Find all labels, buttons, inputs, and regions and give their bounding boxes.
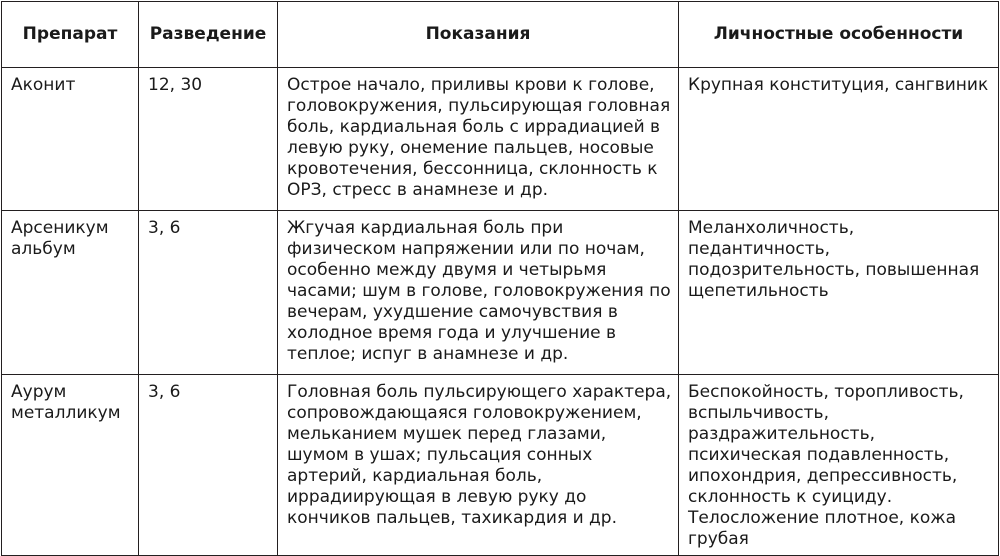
cell-indications: Головная боль пульсирующего характера, сопровождающаяся головокружением, мельканием мушек перед глазами, шумом в ушах; пульсация сонных артерий, кардиальная боль, иррадиирующая в левую руку до кончиков пальцев, тахикардия и др. [278, 375, 679, 556]
cell-drug: Аурум металликум [2, 375, 139, 556]
header-indications: Показания [278, 2, 679, 68]
table-row [2, 68, 999, 211]
table-row [2, 211, 999, 375]
homeopathy-table [1, 1, 999, 556]
cell-drug: Аконит [2, 68, 139, 211]
cell-personality: Меланхоличность, педантичность, подозрительность, повышенная щепетильность [679, 211, 999, 375]
cell-dilution: 12, 30 [139, 68, 278, 211]
cell-personality: Крупная конституция, сангвиник [679, 68, 999, 211]
table-row [2, 375, 999, 556]
cell-dilution: 3, 6 [139, 211, 278, 375]
header-drug: Препарат [2, 2, 139, 68]
cell-drug: Арсеникум альбум [2, 211, 139, 375]
cell-indications: Жгучая кардиальная боль при физическом напряжении или по ночам, особенно между двумя и четырьмя часами; шум в голове, головокружения по вечерам, ухудшение самочувствия в холодное время года и улучшение в теплое; испуг в анамнезе и др. [278, 211, 679, 375]
header-personality: Личностные особенности [679, 2, 999, 68]
cell-dilution: 3, 6 [139, 375, 278, 556]
header-row [2, 2, 999, 68]
header-dilution: Разведение [139, 2, 278, 68]
cell-indications: Острое начало, приливы крови к голове, головокружения, пульсирующая головная боль, кардиальная боль с иррадиацией в левую руку, онемение пальцев, носовые кровотечения, бессонница, склонность к ОРЗ, стресс в анамнезе и др. [278, 68, 679, 211]
cell-personality: Беспокойность, торопливость, вспыльчивость, раздражительность, психическая подавленность, ипохондрия, депрессивность, склонность к суициду. Телосложение плотное, кожа грубая [679, 375, 999, 556]
